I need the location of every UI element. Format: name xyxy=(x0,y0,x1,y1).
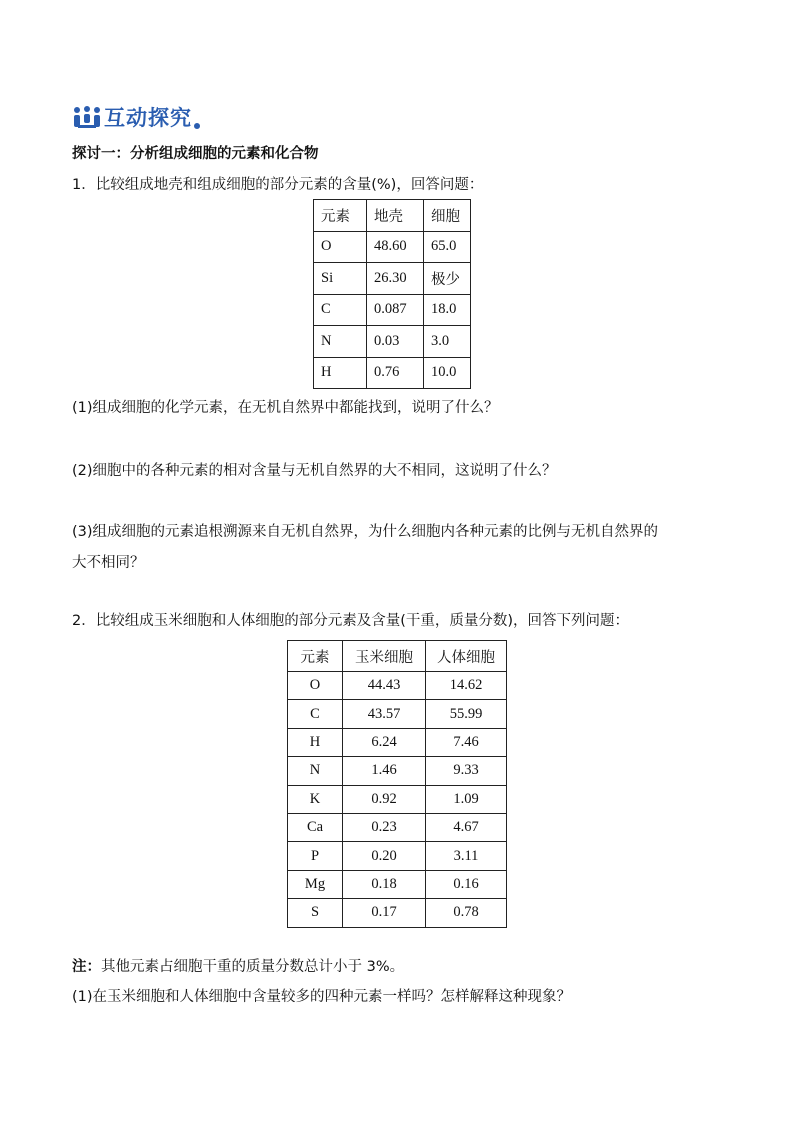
table-row xyxy=(288,813,507,841)
table-row xyxy=(314,294,471,326)
table-row xyxy=(314,357,471,389)
question-1-sub-1: (1)组成细胞的化学元素，在无机自然界中都能找到，说明了什么？ xyxy=(72,400,499,416)
table-cell: 0.78 xyxy=(426,899,507,927)
discussion-title: 探讨一：分析组成细胞的元素和化合物 xyxy=(72,146,319,162)
table-cell: 65.0 xyxy=(424,231,471,263)
table-cell: 0.76 xyxy=(367,357,424,389)
table-cell: P xyxy=(288,842,343,870)
table-row xyxy=(288,842,507,870)
table-cell: O xyxy=(314,231,367,263)
table-row xyxy=(314,231,471,263)
table-row xyxy=(314,326,471,358)
table-cell: 18.0 xyxy=(424,294,471,326)
section-header-title: 互动探究 xyxy=(104,106,192,130)
table-cell: C xyxy=(314,294,367,326)
question-2-intro: 2．比较组成玉米细胞和人体细胞的部分元素及含量(干重，质量分数)，回答下列问题： xyxy=(72,613,630,629)
note-text: 其他元素占细胞干重的质量分数总计小于 3%。 xyxy=(101,959,405,975)
question-1-sub-2: (2)细胞中的各种元素的相对含量与无机自然界的大不相同，这说明了什么？ xyxy=(72,463,557,479)
table-cell: 7.46 xyxy=(426,728,507,756)
header-cell: 人体细胞 xyxy=(426,641,507,672)
table-cell: 26.30 xyxy=(367,263,424,295)
table-cell: O xyxy=(288,672,343,700)
table-cell: H xyxy=(288,728,343,756)
table-cell: C xyxy=(288,700,343,728)
table-cell: 55.99 xyxy=(426,700,507,728)
table-row xyxy=(288,757,507,785)
table-cell: 0.17 xyxy=(343,899,426,927)
table-cell: 9.33 xyxy=(426,757,507,785)
table-cell: 0.20 xyxy=(343,842,426,870)
table-cell: 44.43 xyxy=(343,672,426,700)
crust-cell-element-table xyxy=(313,199,471,389)
section-header xyxy=(72,104,200,132)
table-cell: 4.67 xyxy=(426,813,507,841)
table-cell: 0.92 xyxy=(343,785,426,813)
table-cell: N xyxy=(288,757,343,785)
table-header-row xyxy=(314,200,471,232)
table-row xyxy=(288,728,507,756)
header-dot xyxy=(194,123,200,129)
note-label: 注： xyxy=(72,959,101,975)
table-cell: K xyxy=(288,785,343,813)
table-cell: S xyxy=(288,899,343,927)
question-1-intro: 1．比较组成地壳和组成细胞的部分元素的含量(%)，回答问题： xyxy=(72,177,484,193)
table-cell: Si xyxy=(314,263,367,295)
question-1-sub-3-line-2: 大不相同？ xyxy=(72,555,145,571)
table-cell: Mg xyxy=(288,870,343,898)
question-1-sub-3-line-1: (3)组成细胞的元素追根溯源来自无机自然界，为什么细胞内各种元素的比例与无机自然界的 xyxy=(72,524,659,540)
table-header-row xyxy=(288,641,507,672)
table-cell: N xyxy=(314,326,367,358)
table-cell: 0.23 xyxy=(343,813,426,841)
table-cell: 6.24 xyxy=(343,728,426,756)
header-cell: 元素 xyxy=(288,641,343,672)
table-cell: 3.11 xyxy=(426,842,507,870)
table-cell: 0.18 xyxy=(343,870,426,898)
table-cell: 14.62 xyxy=(426,672,507,700)
header-cell: 元素 xyxy=(314,200,367,232)
table-row xyxy=(288,870,507,898)
header-cell: 玉米细胞 xyxy=(343,641,426,672)
table-cell: 1.46 xyxy=(343,757,426,785)
table-cell: 3.0 xyxy=(424,326,471,358)
table-row xyxy=(288,785,507,813)
table-row xyxy=(314,263,471,295)
question-2-sub-1: (1)在玉米细胞和人体细胞中含量较多的四种元素一样吗？怎样解释这种现象？ xyxy=(72,989,572,1005)
table-cell: 1.09 xyxy=(426,785,507,813)
people-discussion-icon xyxy=(72,105,102,131)
note xyxy=(72,956,404,978)
table-cell: Ca xyxy=(288,813,343,841)
table-cell: 0.087 xyxy=(367,294,424,326)
table-cell: 0.03 xyxy=(367,326,424,358)
table-cell: 43.57 xyxy=(343,700,426,728)
table-cell: 极少 xyxy=(424,263,471,295)
table-row xyxy=(288,899,507,927)
header-cell: 地壳 xyxy=(367,200,424,232)
table-cell: H xyxy=(314,357,367,389)
header-cell: 细胞 xyxy=(424,200,471,232)
table-cell: 10.0 xyxy=(424,357,471,389)
table-cell: 48.60 xyxy=(367,231,424,263)
table-row xyxy=(288,700,507,728)
table-cell: 0.16 xyxy=(426,870,507,898)
corn-human-element-table xyxy=(287,640,507,928)
table-row xyxy=(288,672,507,700)
